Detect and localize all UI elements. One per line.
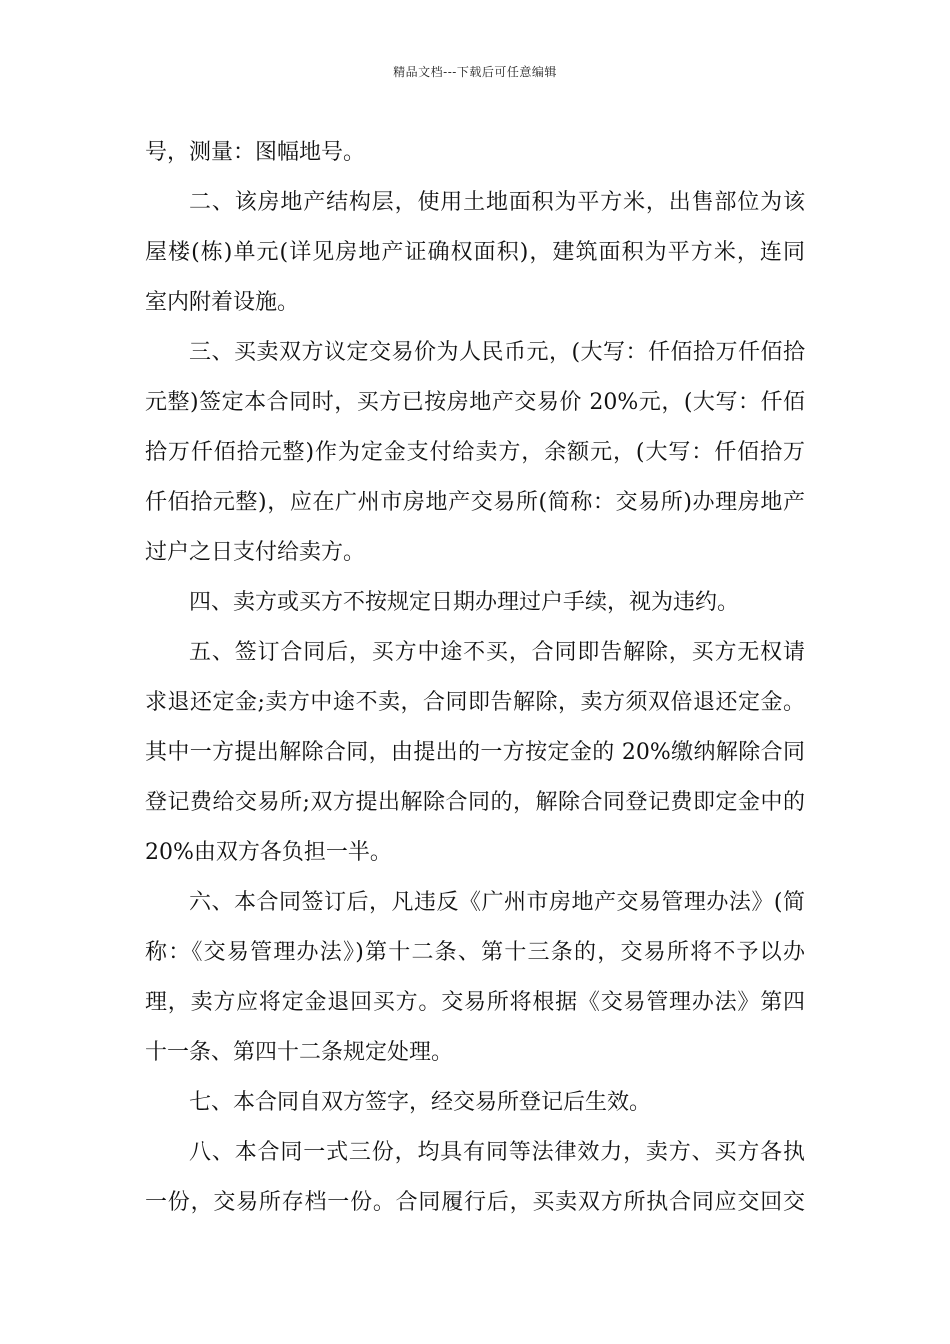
text-line: 十一条、第四十二条规定处理。 — [145, 1040, 454, 1065]
text-line: 一份，交易所存档一份。合同履行后，买卖双方所执合同应交回交 — [145, 1190, 805, 1215]
paragraph — [145, 1078, 805, 1128]
text-line: 七、本合同自双方签字，经交易所登记后生效。 — [189, 1090, 652, 1115]
text-line: 室内附着设施。 — [145, 290, 300, 315]
text-line: 拾万仟佰拾元整)作为定金支付给卖方，余额元，(大写：仟佰拾万 — [145, 440, 805, 465]
text-line: 过户之日支付给卖方。 — [145, 540, 366, 565]
text-line: 八、本合同一式三份，均具有同等法律效力，卖方、买方各执 — [189, 1140, 805, 1165]
text-line: 其中一方提出解除合同，由提出的一方按定金的 20%缴纳解除合同 — [145, 740, 805, 765]
text-line: 六、本合同签订后，凡违反《广州市房地产交易管理办法》(简 — [189, 890, 805, 915]
text-line: 号，测量：图幅地号。 — [145, 140, 366, 165]
paragraph — [145, 628, 805, 878]
text-line: 20%由双方各负担一半。 — [145, 840, 392, 865]
document-body — [145, 128, 805, 1228]
text-line: 四、卖方或买方不按规定日期办理过户手续，视为违约。 — [189, 590, 740, 615]
text-line: 求退还定金;卖方中途不卖，合同即告解除，卖方须双倍退还定金。 — [145, 690, 805, 715]
text-line: 屋楼(栋)单元(详见房地产证确权面积)，建筑面积为平方米，连同 — [145, 240, 805, 265]
text-line: 二、该房地产结构层，使用土地面积为平方米，出售部位为该 — [189, 190, 805, 215]
paragraph — [145, 878, 805, 1078]
paragraph — [145, 178, 805, 328]
text-line: 仟佰拾元整)，应在广州市房地产交易所(简称：交易所)办理房地产 — [145, 490, 805, 515]
text-line: 三、买卖双方议定交易价为人民币元，(大写：仟佰拾万仟佰拾 — [189, 340, 805, 365]
paragraph — [145, 128, 805, 178]
paragraph — [145, 1128, 805, 1228]
text-line: 理，卖方应将定金退回买方。交易所将根据《交易管理办法》第四 — [145, 990, 805, 1015]
text-line: 五、签订合同后，买方中途不买，合同即告解除，买方无权请 — [189, 640, 805, 665]
paragraph — [145, 578, 805, 628]
page-header: 精品文档---下载后可任意编辑 — [393, 65, 557, 79]
text-line: 元整)签定本合同时，买方已按房地产交易价 20%元，(大写：仟佰 — [145, 390, 805, 415]
paragraph — [145, 328, 805, 578]
text-line: 称：《交易管理办法》)第十二条、第十三条的，交易所将不予以办 — [145, 940, 805, 965]
text-line: 登记费给交易所;双方提出解除合同的，解除合同登记费即定金中的 — [145, 790, 805, 815]
